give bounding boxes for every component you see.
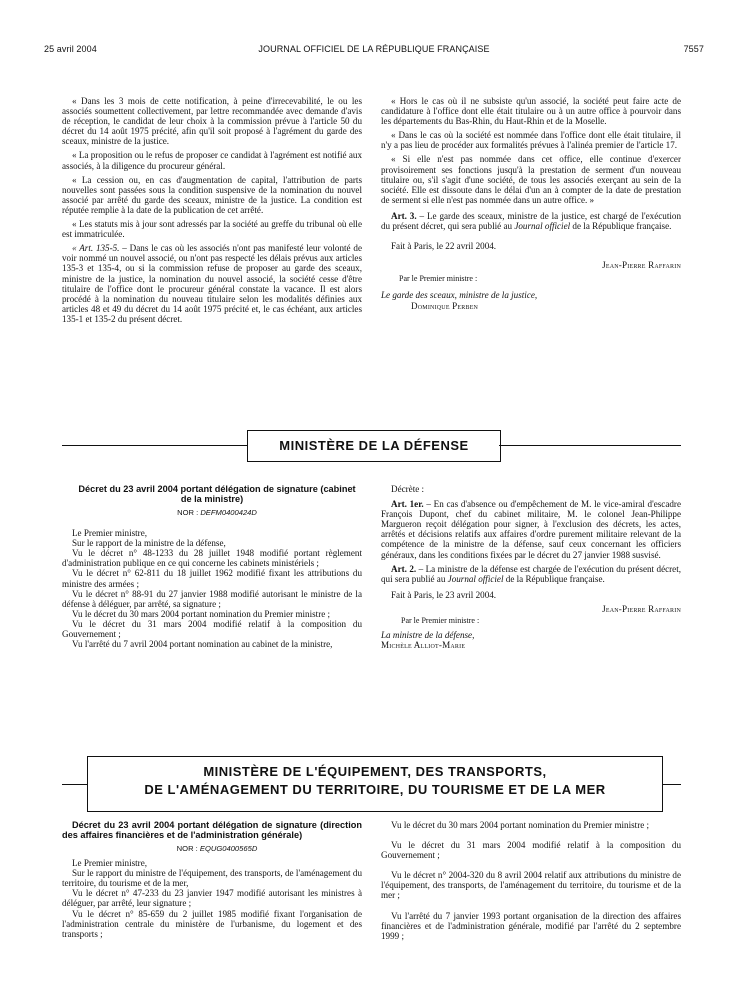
journal-officiel-ref: Journal officiel — [514, 221, 571, 232]
visa: Sur le rapport du ministre de l'équipement, des transports, de l'aménagement du territoire, du tourisme et de la mer, — [62, 868, 362, 889]
visa: Vu le décret n° 47-233 du 23 janvier 1947 modifié autorisant les ministres à déléguer, par arrêté, leur signature ; — [62, 888, 362, 909]
visa: Vu le décret n° 85-659 du 2 juillet 1985 modifié fixant l'organisation de l'administration centrale du ministère de l'urbanisme, du logement et des transports ; — [62, 908, 362, 939]
equipement-right-column — [381, 820, 681, 941]
paragraph: « Dans les 3 mois de cette notification, à peine d'irrecevabilité, le ou les associés soumettent collectivement, par lettre recommandée avec demande d'avis de réception, le candidat de leur choix à la commission prévue à l'article 50 du décret du 14 août 1975 précité, afin qu'il soit proposé à l'agrément du garde des sceaux, ministre de la justice. — [62, 96, 362, 147]
header-date: 25 avril 2004 — [44, 44, 97, 54]
nor-code: EQUG0400565D — [199, 844, 258, 853]
separator-line — [663, 784, 681, 785]
article-135-5 — [62, 243, 362, 324]
running-header — [44, 44, 704, 56]
minister-name: Dominique Perben — [411, 300, 479, 311]
header-journal-title: JOURNAL OFFICIEL DE LA RÉPUBLIQUE FRANÇAISE — [258, 44, 490, 54]
defense-left-column — [62, 484, 362, 649]
paragraph: « La proposition ou le refus de proposer ce candidat à l'agrément est notifié aux associés, à la diligence du procureur général. — [62, 150, 362, 171]
visa: Vu l'arrêté du 7 janvier 1993 portant organisation de la direction des affaires financières et de l'administration générale, modifié par l'arrêté du 2 septembre 1999 ; — [381, 910, 681, 941]
visa: Vu le décret n° 62-811 du 18 juillet 1962 modifié fixant les attributions du ministre des armées ; — [62, 568, 362, 589]
top-left-column — [62, 96, 362, 328]
decree-title: Décret du 23 avril 2004 portant délégation de signature (cabinet de la ministre) — [78, 484, 356, 504]
paragraph: « Les statuts mis à jour sont adressés par la société au greffe du tribunal où elle est immatriculée. — [62, 219, 362, 240]
nor-reference: NOR : EQUG0400565D — [176, 844, 258, 853]
minister-title: Le garde des sceaux, ministre de la justice, — [381, 290, 538, 301]
par-le-premier-ministre: Par le Premier ministre : — [401, 616, 480, 626]
equipement-left-column — [62, 820, 362, 939]
visa: Vu le décret du 30 mars 2004 portant nomination du Premier ministre ; — [391, 820, 650, 830]
par-le-premier-ministre: Par le Premier ministre : — [399, 274, 478, 284]
journal-officiel-ref: Journal officiel — [447, 573, 504, 584]
paragraph: « Si elle n'est pas nommée dans cet office, elle continue d'exercer provisoirement ses fonctions jusqu'à la prestation de serment d'un nouveau titulaire ou, s'il s'agit d'une société, de tous les associés exerçant au sein de la société. Elle est dissoute dans le délai d'un an à compter de la date de prestation de serment si elle n'est pas nommée dans un autre office. » — [381, 154, 681, 205]
visa: Vu le décret du 30 mars 2004 portant nomination du Premier ministre ; — [72, 608, 331, 619]
article-label: « Art. 135-5. — [72, 243, 120, 254]
visa: Vu l'arrêté du 7 avril 2004 portant nomination au cabinet de la ministre, — [72, 639, 333, 650]
nor-code: DEFM0400424D — [200, 508, 257, 517]
article-3: Art. 3. – Le garde des sceaux, ministre de la justice, est chargé de l'exécution du présent décret, qui sera publié au Journal officiel de la République française. — [381, 210, 681, 232]
article-text: – Dans le cas où les associés n'ont pas manifesté leur volonté de voir nommé un nouvel associé, ou n'ont pas respecté les délais prévus aux articles 135-3 et 135-4, ou si la commission refuse de proposer au garde des sceaux, ministre de la justice, la nomination du nouvel associé, la société cesse d'être titulaire de l'office dont le procureur général constate la vacance. Il est alors procédé à la nomination du nouveau titulaire selon les modalités définies aux articles 48 et 49 du décret du 14 août 1975 précité et, le cas échéant, aux articles 135-1 et 135-2 du présent décret. — [62, 243, 363, 324]
minister-title: La ministre de la défense, — [381, 630, 475, 641]
article-label: Art. 3. — [391, 210, 417, 221]
paragraph: « La cession ou, en cas d'augmentation de capital, l'attribution de parts nouvelles sont passées sous la condition suspensive de la nomination du nouvel associé par arrêté du garde des sceaux, ministre de la justice. La condition est réputée remplie à la date de la publication de cet arrêté. — [62, 174, 362, 215]
separator-line — [499, 445, 681, 446]
minister-name: Michèle Alliot-Marie — [381, 640, 466, 651]
visa: Vu le décret n° 2004-320 du 8 avril 2004 relatif aux attributions du ministre de l'équipement, des transports, de l'aménagement du territoire, du tourisme et de la mer ; — [381, 870, 681, 901]
decrete: Décrète : — [391, 484, 425, 494]
paragraph: « Dans le cas où la société est nommée dans l'office dont elle était titulaire, il n'y a pas lieu de procéder aux formalités prévues à l'alinéa premier de l'article 17. — [381, 130, 681, 151]
ministry-banner-defense: MINISTÈRE DE LA DÉFENSE — [247, 430, 501, 462]
visa: Vu le décret n° 48-1233 du 28 juillet 1948 modifié portant règlement d'administration publique en ce qui concerne les cabinets ministériels ; — [62, 548, 362, 569]
fait-a-paris: Fait à Paris, le 22 avril 2004. — [391, 241, 497, 252]
banner-line: DE L'AMÉNAGEMENT DU TERRITOIRE, DU TOURISME ET DE LA MER — [144, 782, 606, 797]
separator-line — [62, 784, 87, 785]
nor-reference: NOR : DEFM0400424D — [177, 508, 257, 517]
signatory-name: Jean-Pierre Raffarin — [602, 260, 681, 271]
separator-line — [62, 445, 247, 446]
visa: Vu le décret du 31 mars 2004 modifié relatif à la composition du Gouvernement ; — [381, 840, 681, 861]
top-right-column — [381, 96, 681, 315]
decree-title: Décret du 23 avril 2004 portant délégation de signature (direction des affaires financières et de l'administration générale) — [62, 820, 362, 840]
paragraph: « Hors le cas où il ne subsiste qu'un associé, la société peut faire acte de candidature à l'office dont elle était titulaire ou à un autre office à pourvoir dans les départements du Bas-Rhin, du Haut-Rhin et de la Moselle. — [381, 96, 681, 127]
article-2: Art. 2. – La ministre de la défense est chargée de l'exécution du présent décret, qui sera publié au Journal officiel de la République française. — [381, 563, 682, 584]
banner-line: MINISTÈRE DE L'ÉQUIPEMENT, DES TRANSPORTS, — [203, 764, 547, 779]
signatory-name: Jean-Pierre Raffarin — [602, 603, 681, 614]
header-page-number: 7557 — [683, 44, 704, 54]
article-label: Art. 1er. — [391, 499, 424, 510]
visa: Vu le décret n° 88-91 du 27 janvier 1988 modifié autorisant le ministre de la défense à déléguer, par arrêté, sa signature ; — [62, 588, 362, 609]
visa: Sur le rapport de la ministre de la défense, — [72, 538, 226, 549]
fait-a-paris: Fait à Paris, le 23 avril 2004. — [391, 589, 497, 600]
article-1: Art. 1er. – En cas d'absence ou d'empêchement de M. le vice-amiral d'escadre François Dupont, chef du cabinet militaire, M. le colonel Jean-Philippe Margueron reçoit délégation pour signer, à l'exclusion des décrets, les actes, arrêtés et décisions relatifs aux affaires d'ordre purement militaire relevant de la compétence de la ministre de la défense, sauf ceux concernant les officiers généraux, dans les conditions fixées par le décret du 27 janvier 1988 susvisé. — [381, 499, 681, 560]
ministry-banner-equipement — [87, 756, 663, 812]
visa: Vu le décret du 31 mars 2004 modifié relatif à la composition du Gouvernement ; — [62, 618, 362, 640]
defense-right-column — [381, 484, 681, 654]
visa: Le Premier ministre, — [72, 858, 148, 869]
visa: Le Premier ministre, — [72, 528, 148, 539]
article-label: Art. 2. — [391, 563, 417, 574]
